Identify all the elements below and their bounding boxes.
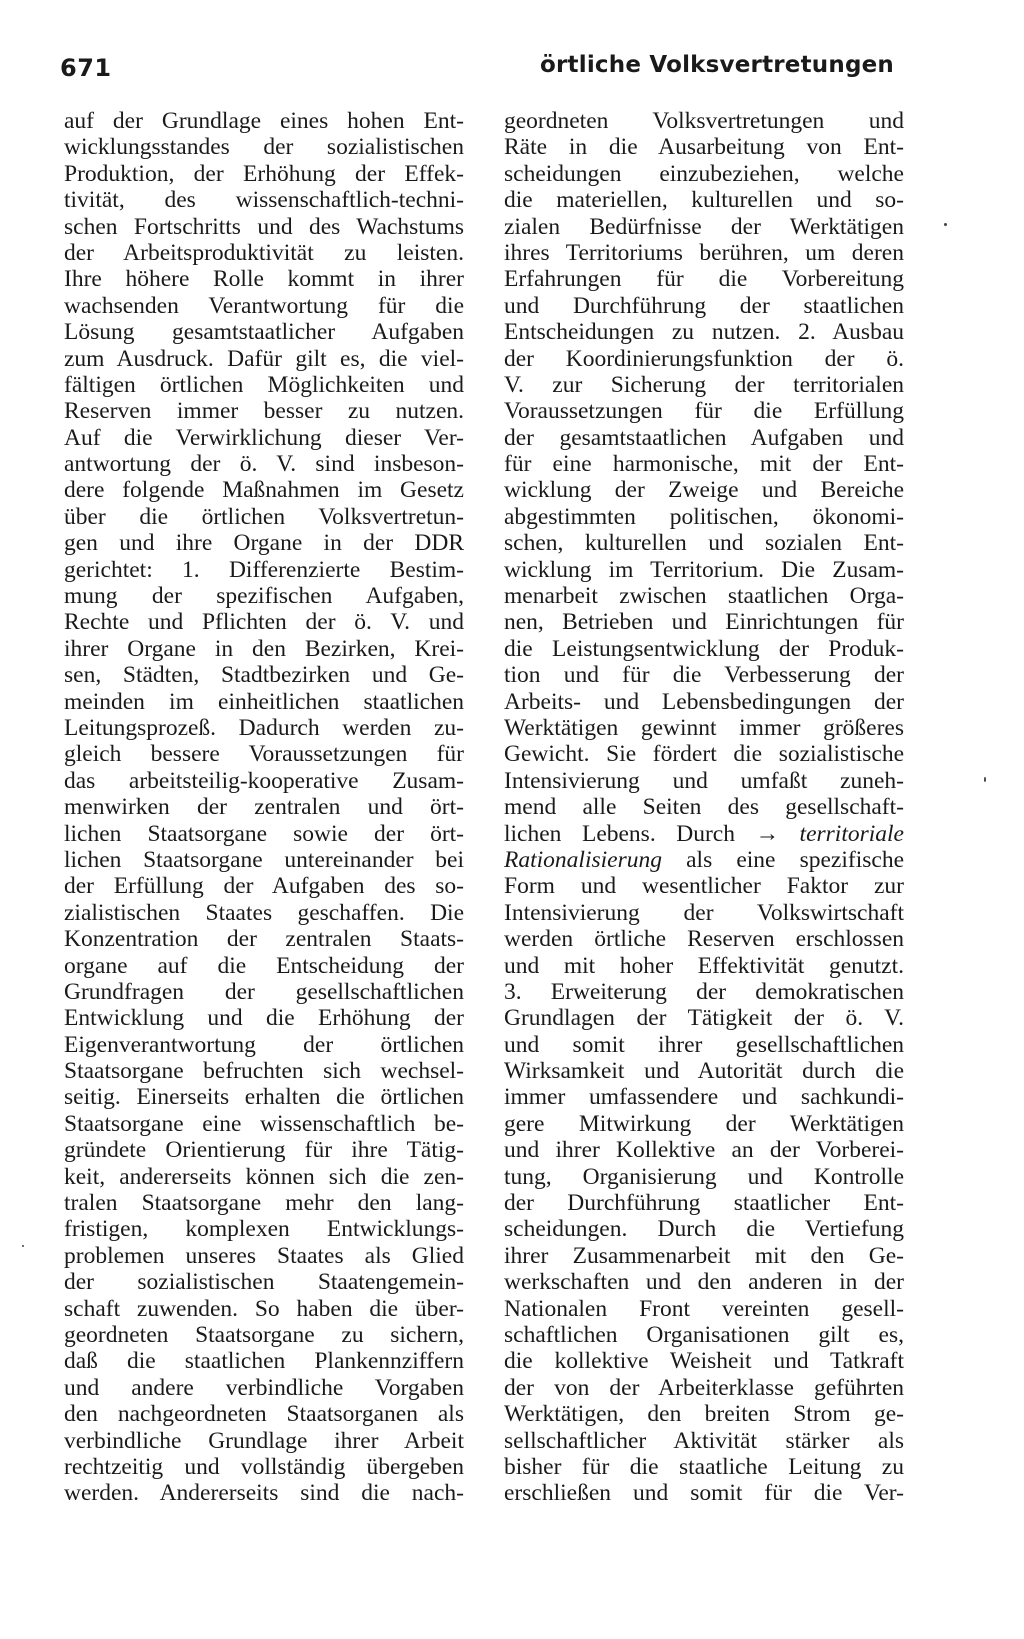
text-line: schaft zuwenden. So haben die über- <box>64 1295 464 1322</box>
text-line: wicklung der Zweige und Bereiche <box>504 477 904 504</box>
text-line: auf der Grundlage eines hohen Ent- <box>64 108 464 134</box>
cross-reference-italic: territoriale <box>799 820 904 847</box>
text-line: lichen Staatsorgane sowie der ört- <box>64 820 464 847</box>
text-line: abgestimmten politischen, ökonomi- <box>504 503 904 530</box>
text-line: tung, Organisierung und Kontrolle <box>504 1163 904 1190</box>
scan-speck <box>984 777 986 782</box>
text-line: werden örtliche Reserven erschlossen <box>504 926 904 953</box>
text-line: dere folgende Maßnahmen im Gesetz <box>64 477 464 504</box>
text-line: den nachgeordneten Staatsorganen als <box>64 1401 464 1428</box>
text-line: Räte in die Ausarbeitung von Ent- <box>504 134 904 161</box>
text-line: menarbeit zwischen staatlichen Orga- <box>504 583 904 610</box>
text-line: geordneten Staatsorgane zu sichern, <box>64 1321 464 1348</box>
right-column <box>504 108 904 1507</box>
text-line: mung der spezifischen Aufgaben, <box>64 583 464 610</box>
text-line: Erfahrungen für die Vorbereitung <box>504 266 904 293</box>
text-line: seitig. Einerseits erhalten die örtlichen <box>64 1084 464 1111</box>
text-line: der von der Arbeiterklasse geführten <box>504 1374 904 1401</box>
text-line: für eine harmonische, mit der Ent- <box>504 451 904 478</box>
scan-speck <box>22 1245 24 1247</box>
running-head: örtliche Volksvertretungen <box>540 52 894 78</box>
text-line: organe auf die Entscheidung der <box>64 952 464 979</box>
text-line: und Durchführung der staatlichen <box>504 292 904 319</box>
text-line: der gesamtstaatlichen Aufgaben und <box>504 424 904 451</box>
text-line: Werktätigen gewinnt immer größeres <box>504 714 904 741</box>
cross-reference-italic: Rationalisierung <box>504 846 662 873</box>
text-line: ihrer Organe in den Bezirken, Krei- <box>64 635 464 662</box>
text-line: Lösung gesamtstaatlicher Aufgaben <box>64 319 464 346</box>
text-line: Staatsorgane eine wissenschaftlich be- <box>64 1110 464 1137</box>
text-line: mend alle Seiten des gesellschaft- <box>504 794 904 821</box>
text-line: Staatsorgane befruchten sich wechsel- <box>64 1058 464 1085</box>
text-line: die materiellen, kulturellen und so- <box>504 187 904 214</box>
text-line: schen Fortschritts und des Wachstums <box>64 213 464 240</box>
text-line: werkschaften und den anderen in der <box>504 1269 904 1296</box>
text-line: sellschaftlicher Aktivität stärker als <box>504 1427 904 1454</box>
text-line: menwirken der zentralen und ört- <box>64 794 464 821</box>
text-line: Grundfragen der gesellschaftlichen <box>64 978 464 1005</box>
text-line: der Koordinierungsfunktion der ö. <box>504 345 904 372</box>
text-line: scheidungen. Durch die Vertiefung <box>504 1216 904 1243</box>
text-line: wicklungsstandes der sozialistischen <box>64 134 464 161</box>
text-line: und mit hoher Effektivität genutzt. <box>504 952 904 979</box>
text-line: ihres Territoriums berühren, um deren <box>504 239 904 266</box>
text-line: gerichtet: 1. Differenzierte Bestim- <box>64 556 464 583</box>
text-line: der sozialistischen Staatengemein- <box>64 1269 464 1296</box>
text-line: lichen Staatsorgane untereinander bei <box>64 846 464 873</box>
text-line: lichen Lebens. Durch → territoriale <box>504 820 904 847</box>
text-line: 3. Erweiterung der demokratischen <box>504 978 904 1005</box>
text-line: Gewicht. Sie fördert die sozialistische <box>504 741 904 768</box>
text-line: ihrer Zusammenarbeit mit den Ge- <box>504 1242 904 1269</box>
text-line: nen, Betrieben und Einrichtungen für <box>504 609 904 636</box>
text-line: werden. Andererseits sind die nach- <box>64 1480 464 1507</box>
text-line: Eigenverantwortung der örtlichen <box>64 1031 464 1058</box>
text-line: wicklung im Territorium. Die Zusam- <box>504 556 904 583</box>
text-line: Entwicklung und die Erhöhung der <box>64 1005 464 1032</box>
text-line: wachsenden Verantwortung für die <box>64 292 464 319</box>
text-line: meinden im einheitlichen staatlichen <box>64 688 464 715</box>
text-line: schen, kulturellen und sozialen Ent- <box>504 530 904 557</box>
text-line: Auf die Verwirklichung dieser Ver- <box>64 424 464 451</box>
text-line: tivität, des wissenschaftlich-techni- <box>64 187 464 214</box>
text-line: über die örtlichen Volksvertretun- <box>64 503 464 530</box>
text-line: Rechte und Pflichten der ö. V. und <box>64 609 464 636</box>
text-line: Produktion, der Erhöhung der Effek- <box>64 160 464 187</box>
scan-speck <box>944 223 947 226</box>
text-line: Voraussetzungen für die Erfüllung <box>504 398 904 425</box>
text-line: sen, Städten, Stadtbezirken und Ge- <box>64 662 464 689</box>
text-line: rechtzeitig und vollständig übergeben <box>64 1453 464 1480</box>
text-line: keit, andererseits können sich die zen- <box>64 1163 464 1190</box>
text-line: tralen Staatsorgane mehr den lang- <box>64 1190 464 1217</box>
text-line: schaftlichen Organisationen gilt es, <box>504 1321 904 1348</box>
text-line: Form und wesentlicher Faktor zur <box>504 873 904 900</box>
text-line: Entscheidungen zu nutzen. 2. Ausbau <box>504 319 904 346</box>
text-line: Reserven immer besser zu nutzen. <box>64 398 464 425</box>
text-line: Arbeits- und Lebensbedingungen der <box>504 688 904 715</box>
text-line: zialen Bedürfnisse der Werktätigen <box>504 213 904 240</box>
text-line: Konzentration der zentralen Staats- <box>64 926 464 953</box>
text-line: bisher für die staatliche Leitung zu <box>504 1453 904 1480</box>
text-line: fältigen örtlichen Möglichkeiten und <box>64 371 464 398</box>
text-line: Werktätigen, den breiten Strom ge- <box>504 1401 904 1428</box>
text-line: und somit ihrer gesellschaftlichen <box>504 1031 904 1058</box>
text-line: gründete Orientierung für ihre Tätig- <box>64 1137 464 1164</box>
text-line: verbindliche Grundlage ihrer Arbeit <box>64 1427 464 1454</box>
text-line: Ihre höhere Rolle kommt in ihrer <box>64 266 464 293</box>
text-line: gleich bessere Voraussetzungen für <box>64 741 464 768</box>
text-line: tion und für die Verbesserung der <box>504 662 904 689</box>
text-line: das arbeitsteilig-kooperative Zusam- <box>64 767 464 794</box>
page-number: 671 <box>60 54 112 82</box>
text-line: Nationalen Front vereinten gesell- <box>504 1295 904 1322</box>
text-line: Leitungsprozeß. Dadurch werden zu- <box>64 714 464 741</box>
text-line: und ihrer Kollektive an der Vorberei- <box>504 1137 904 1164</box>
text-line: immer umfassendere und sachkundi- <box>504 1084 904 1111</box>
text-line: Intensivierung und umfaßt zuneh- <box>504 767 904 794</box>
text-line: antwortung der ö. V. sind insbeson- <box>64 451 464 478</box>
text-line: der Durchführung staatlicher Ent- <box>504 1190 904 1217</box>
left-column <box>64 108 464 1507</box>
text-line: Grundlagen der Tätigkeit der ö. V. <box>504 1005 904 1032</box>
text-line: Wirksamkeit und Autorität durch die <box>504 1058 904 1085</box>
text-line: erschließen und somit für die Ver- <box>504 1480 904 1507</box>
text-line: der Arbeitsproduktivität zu leisten. <box>64 239 464 266</box>
text-line: gen und ihre Organe in der DDR <box>64 530 464 557</box>
text-line: die Leistungsentwicklung der Produk- <box>504 635 904 662</box>
text-line: daß die staatlichen Plankennziffern <box>64 1348 464 1375</box>
text-line: Rationalisierung als eine spezifische <box>504 846 904 873</box>
text-line: die kollektive Weisheit und Tatkraft <box>504 1348 904 1375</box>
text-line: V. zur Sicherung der territorialen <box>504 371 904 398</box>
text-line: fristigen, komplexen Entwicklungs- <box>64 1216 464 1243</box>
text-line: geordneten Volksvertretungen und <box>504 108 904 134</box>
text-line: der Erfüllung der Aufgaben des so- <box>64 873 464 900</box>
text-line: und andere verbindliche Vorgaben <box>64 1374 464 1401</box>
text-line: problemen unseres Staates als Glied <box>64 1242 464 1269</box>
text-line: scheidungen einzubeziehen, welche <box>504 160 904 187</box>
text-line: Intensivierung der Volkswirtschaft <box>504 899 904 926</box>
text-line: zialistischen Staates geschaffen. Die <box>64 899 464 926</box>
text-line: zum Ausdruck. Dafür gilt es, die viel- <box>64 345 464 372</box>
text-line: gere Mitwirkung der Werktätigen <box>504 1110 904 1137</box>
